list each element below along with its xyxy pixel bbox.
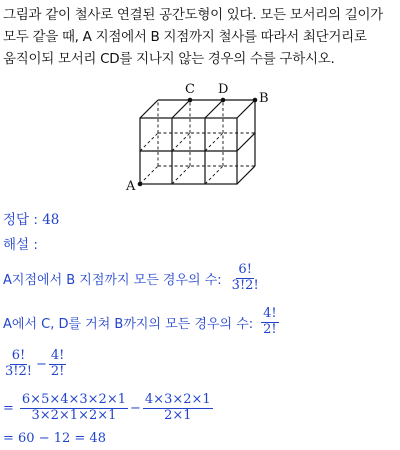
step4-minus: − bbox=[130, 400, 141, 416]
step2-text: A에서 C, D를 거쳐 B까지의 모든 경우의 수: bbox=[3, 316, 254, 332]
solution-step-2 bbox=[3, 302, 399, 342]
step1-text: A지점에서 B 지점까지 모든 경우의 수: bbox=[3, 272, 222, 288]
step4-numerator-1: 6×5×4×3×2×1 bbox=[21, 391, 126, 407]
step1-numerator: 6! bbox=[238, 261, 252, 277]
label-b: B bbox=[259, 91, 269, 106]
step3-fraction-1 bbox=[3, 349, 34, 380]
question-text bbox=[3, 4, 397, 70]
label-c: C bbox=[185, 82, 195, 97]
step3-minus: − bbox=[36, 356, 47, 372]
step4-denominator-2: 2×1 bbox=[164, 407, 192, 423]
right-face bbox=[237, 100, 255, 184]
step4-fraction-1 bbox=[20, 393, 128, 424]
solution-step-1 bbox=[3, 258, 399, 298]
label-d: D bbox=[218, 82, 229, 97]
point-d bbox=[221, 98, 226, 103]
solution-step-5: = 60 − 12 = 48 bbox=[3, 431, 106, 446]
point-c bbox=[188, 98, 193, 103]
step2-fraction bbox=[261, 307, 279, 338]
answer-label: 정답 : bbox=[3, 212, 38, 228]
step4-denominator-1: 3×2×1×2×1 bbox=[31, 407, 117, 423]
answer-value: 48 bbox=[42, 212, 60, 228]
front-face bbox=[140, 118, 237, 184]
label-a: A bbox=[126, 179, 136, 194]
solution-heading: 해설 : bbox=[3, 237, 38, 253]
point-a bbox=[138, 182, 143, 187]
step3-denominator-1: 3!2! bbox=[5, 363, 32, 379]
step3-numerator-2: 4! bbox=[50, 347, 65, 363]
step3-fraction-2 bbox=[49, 349, 67, 380]
question-line-2: 모두 같을 때, A 지점에서 B 지점까지 철사를 따라서 최단거리로 bbox=[3, 29, 367, 45]
step3-numerator-1: 6! bbox=[11, 347, 26, 363]
step4-equals: = bbox=[3, 400, 14, 416]
step4-fraction-2 bbox=[143, 393, 213, 424]
question-line-3: 움직이되 모서리 CD를 지나지 않는 경우의 수를 구하시오. bbox=[3, 51, 335, 67]
solution-step-4 bbox=[3, 388, 399, 428]
cube-figure bbox=[118, 82, 288, 194]
step1-fraction bbox=[230, 263, 261, 294]
step2-numerator: 4! bbox=[263, 305, 277, 321]
top-face bbox=[140, 100, 255, 118]
step1-denominator: 3!2! bbox=[231, 277, 259, 293]
solution-step-3 bbox=[3, 344, 399, 384]
step3-denominator-2: 2! bbox=[50, 363, 65, 379]
question-line-1: 그림과 같이 철사로 연결된 공간도형이 있다. 모든 모서리의 길이가 bbox=[3, 7, 383, 23]
answer-line bbox=[3, 208, 399, 228]
hidden-edges bbox=[140, 100, 255, 184]
step2-denominator: 2! bbox=[263, 321, 277, 337]
point-b bbox=[253, 98, 258, 103]
step4-numerator-2: 4×3×2×1 bbox=[144, 391, 211, 407]
